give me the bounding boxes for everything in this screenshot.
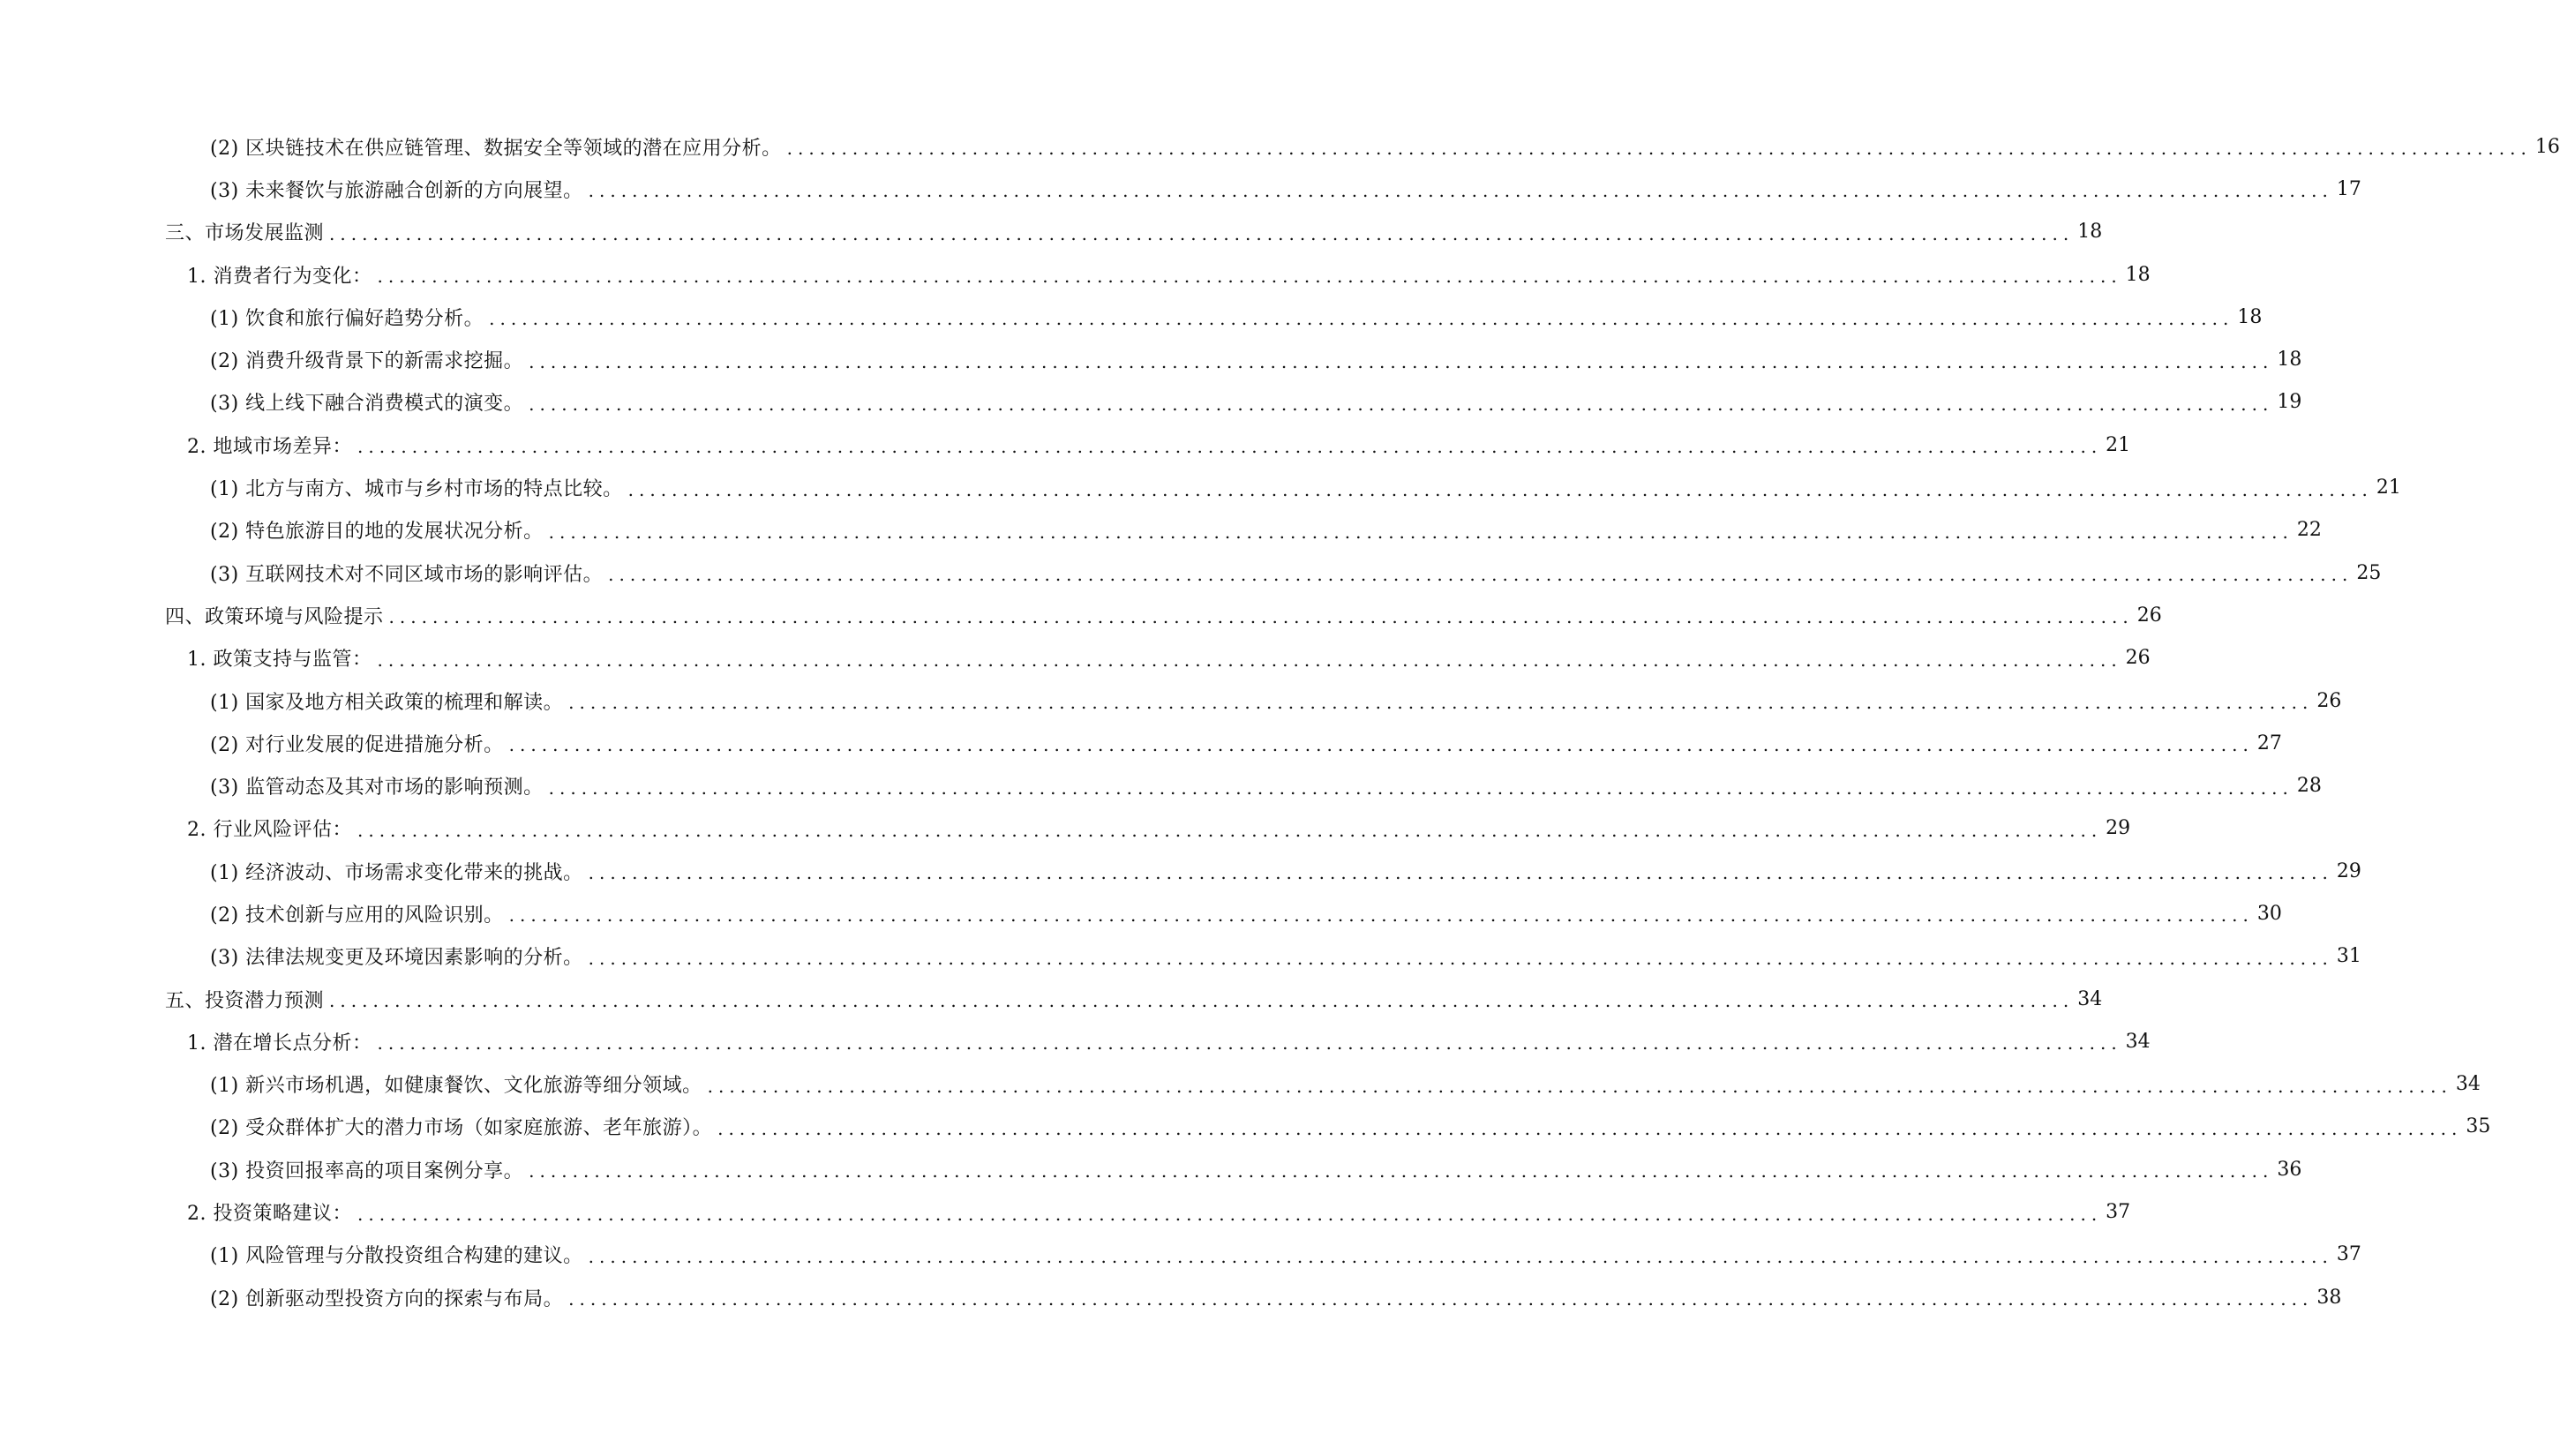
toc-leader-dots: ................................................................................................................................................................ (627, 478, 2373, 500)
toc-section-entry[interactable] (0, 424, 2131, 466)
toc-entry-title: (2) 对行业发展的促进措施分析。 (210, 733, 504, 756)
toc-leader-dots: ................................................................................................................................................................ (588, 1245, 2333, 1267)
toc-entry-title: (1) 饮食和旅行偏好趋势分析。 (210, 307, 484, 330)
toc-leader-dots: ................................................................................................................................................................ (588, 180, 2333, 202)
toc-page-number: 37 (2336, 1243, 2361, 1266)
toc-page-number: 35 (2466, 1115, 2491, 1138)
toc-leader-dots: ................................................................................................................................................................ (529, 393, 2274, 415)
toc-entry-title: (1) 北方与南方、城市与乡村市场的特点比较。 (210, 478, 623, 501)
toc-page-number: 27 (2256, 732, 2282, 754)
toc-page-number: 29 (2106, 817, 2131, 840)
toc-entry-title: (2) 特色旅游目的地的发展状况分析。 (210, 521, 544, 544)
toc-entry-title: 四、政策环境与风险提示 (165, 605, 384, 628)
toc-entry-title: 1. 潜在增长点分析： (187, 1032, 372, 1054)
toc-page-number: 21 (2106, 433, 2131, 456)
toc-leader-dots: ................................................................................................................................................................ (608, 564, 2354, 586)
toc-chapter-entry[interactable] (0, 594, 2162, 636)
toc-page-number: 30 (2256, 902, 2282, 925)
toc-entry-title: (1) 新兴市场机遇，如健康餐饮、文化旅游等细分领域。 (210, 1075, 702, 1098)
toc-entry-title: (2) 受众群体扩大的潜力市场（如家庭旅游、老年旅游）。 (210, 1117, 713, 1140)
toc-section-entry[interactable] (0, 807, 2131, 850)
toc-leader-dots: ................................................................................................................................................................ (377, 266, 2122, 288)
toc-subsection-entry[interactable] (0, 1063, 2481, 1106)
toc-section-entry[interactable] (0, 253, 2151, 296)
toc-entry-title: (2) 技术创新与应用的风险识别。 (210, 904, 504, 927)
toc-entry-title: (1) 风险管理与分散投资组合构建的建议。 (210, 1245, 583, 1268)
toc-entry-title: (3) 监管动态及其对市场的影响预测。 (210, 777, 544, 799)
toc-page-number: 26 (2125, 647, 2151, 670)
toc-subsection-entry[interactable] (0, 850, 2361, 892)
toc-subsection-entry[interactable] (0, 892, 2282, 934)
toc-leader-dots: ................................................................................................................................................................ (357, 819, 2103, 841)
toc-section-entry[interactable] (0, 1190, 2131, 1233)
toc-entry-title: 1. 消费者行为变化： (187, 265, 372, 288)
toc-subsection-entry[interactable] (0, 764, 2322, 807)
toc-page-number: 36 (2277, 1158, 2302, 1181)
toc-page-number: 37 (2106, 1201, 2131, 1224)
toc-entry-title: (3) 未来餐饮与旅游融合创新的方向展望。 (210, 179, 583, 202)
toc-entry-title: 2. 地域市场差异： (187, 435, 352, 458)
toc-leader-dots: ................................................................................................................................................................ (548, 777, 2293, 799)
toc-subsection-entry[interactable] (0, 722, 2282, 764)
toc-entry-title: (2) 区块链技术在供应链管理、数据安全等领域的潜在应用分析。 (210, 137, 782, 160)
toc-page-number: 18 (2277, 349, 2302, 372)
toc-subsection-entry[interactable] (0, 381, 2302, 424)
toc-subsection-entry[interactable] (0, 338, 2302, 380)
toc-page-number: 34 (2077, 987, 2103, 1010)
toc-subsection-entry[interactable] (0, 1234, 2361, 1276)
toc-leader-dots: ................................................................................................................................................................ (489, 308, 2234, 330)
toc-leader-dots: ................................................................................................................................................................ (529, 350, 2274, 372)
toc-entry-title: 三、市场发展监测 (165, 222, 325, 245)
toc-page-number: 17 (2336, 177, 2361, 200)
toc-entry-title: (2) 创新驱动型投资方向的探索与布局。 (210, 1287, 564, 1310)
toc-leader-dots: ................................................................................................................................................................ (588, 862, 2333, 884)
toc-leader-dots: ................................................................................................................................................................ (357, 436, 2103, 458)
toc-page-number: 38 (2316, 1286, 2342, 1309)
toc-page-number: 21 (2376, 477, 2401, 499)
toc-leader-dots: ................................................................................................................................................................ (329, 990, 2075, 1012)
toc-chapter-entry[interactable] (0, 211, 2103, 253)
toc-leader-dots: ................................................................................................................................................................ (717, 1117, 2463, 1139)
toc-leader-dots: ................................................................................................................................................................ (707, 1075, 2452, 1097)
toc-entry-title: (1) 国家及地方相关政策的梳理和解读。 (210, 691, 564, 714)
toc-subsection-entry[interactable] (0, 935, 2361, 978)
table-of-contents (0, 125, 2560, 1318)
toc-subsection-entry[interactable] (0, 509, 2322, 552)
toc-leader-dots: ................................................................................................................................................................ (377, 649, 2122, 671)
toc-entry-title: 五、投资潜力预测 (165, 989, 325, 1012)
toc-page-number: 18 (2125, 263, 2151, 286)
toc-leader-dots: ................................................................................................................................................................ (388, 606, 2134, 628)
toc-entry-title: (2) 消费升级背景下的新需求挖掘。 (210, 350, 524, 373)
toc-page-number: 34 (2125, 1030, 2151, 1053)
toc-subsection-entry[interactable] (0, 1276, 2342, 1318)
toc-page-number: 16 (2534, 135, 2560, 158)
toc-chapter-entry[interactable] (0, 978, 2103, 1020)
toc-subsection-entry[interactable] (0, 466, 2401, 508)
toc-subsection-entry[interactable] (0, 168, 2361, 210)
toc-leader-dots: ................................................................................................................................................................ (508, 734, 2254, 756)
toc-leader-dots: ................................................................................................................................................................ (588, 947, 2333, 969)
toc-subsection-entry[interactable] (0, 1106, 2491, 1148)
toc-section-entry[interactable] (0, 1020, 2151, 1062)
toc-page-number: 31 (2336, 945, 2361, 968)
toc-page-number: 25 (2356, 561, 2382, 584)
toc-entry-title: 2. 投资策略建议： (187, 1203, 352, 1226)
toc-entry-title: (3) 线上线下融合消费模式的演变。 (210, 393, 524, 416)
toc-page-number: 22 (2296, 519, 2322, 542)
toc-page-number: 18 (2077, 221, 2103, 244)
toc-subsection-entry[interactable] (0, 125, 2560, 168)
toc-leader-dots: ................................................................................................................................................................ (508, 904, 2254, 927)
toc-section-entry[interactable] (0, 637, 2151, 679)
toc-leader-dots: ................................................................................................................................................................ (568, 692, 2314, 713)
toc-page-number: 26 (2316, 689, 2342, 712)
toc-subsection-entry[interactable] (0, 552, 2382, 594)
toc-leader-dots: ................................................................................................................................................................ (357, 1203, 2103, 1225)
toc-entry-title: (3) 投资回报率高的项目案例分享。 (210, 1160, 524, 1182)
toc-entry-title: (1) 经济波动、市场需求变化带来的挑战。 (210, 861, 583, 884)
toc-page-number: 34 (2455, 1073, 2481, 1096)
toc-page-number: 29 (2336, 859, 2361, 882)
toc-page-number: 19 (2277, 391, 2302, 414)
toc-page-number: 28 (2296, 775, 2322, 798)
toc-entry-title: (3) 法律法规变更及环境因素影响的分析。 (210, 947, 583, 970)
toc-subsection-entry[interactable] (0, 1148, 2302, 1190)
toc-subsection-entry[interactable] (0, 296, 2263, 338)
toc-leader-dots: ................................................................................................................................................................ (786, 138, 2532, 160)
toc-subsection-entry[interactable] (0, 679, 2342, 722)
toc-entry-title: 1. 政策支持与监管： (187, 649, 372, 672)
toc-leader-dots: ................................................................................................................................................................ (329, 222, 2075, 244)
toc-page-number: 18 (2237, 305, 2263, 328)
toc-page-number: 26 (2136, 604, 2162, 627)
toc-leader-dots: ................................................................................................................................................................ (568, 1288, 2314, 1310)
toc-leader-dots: ................................................................................................................................................................ (377, 1032, 2122, 1054)
toc-leader-dots: ................................................................................................................................................................ (529, 1160, 2274, 1182)
toc-entry-title: 2. 行业风险评估： (187, 819, 352, 842)
toc-entry-title: (3) 互联网技术对不同区域市场的影响评估。 (210, 563, 604, 586)
toc-leader-dots: ................................................................................................................................................................ (548, 521, 2293, 543)
